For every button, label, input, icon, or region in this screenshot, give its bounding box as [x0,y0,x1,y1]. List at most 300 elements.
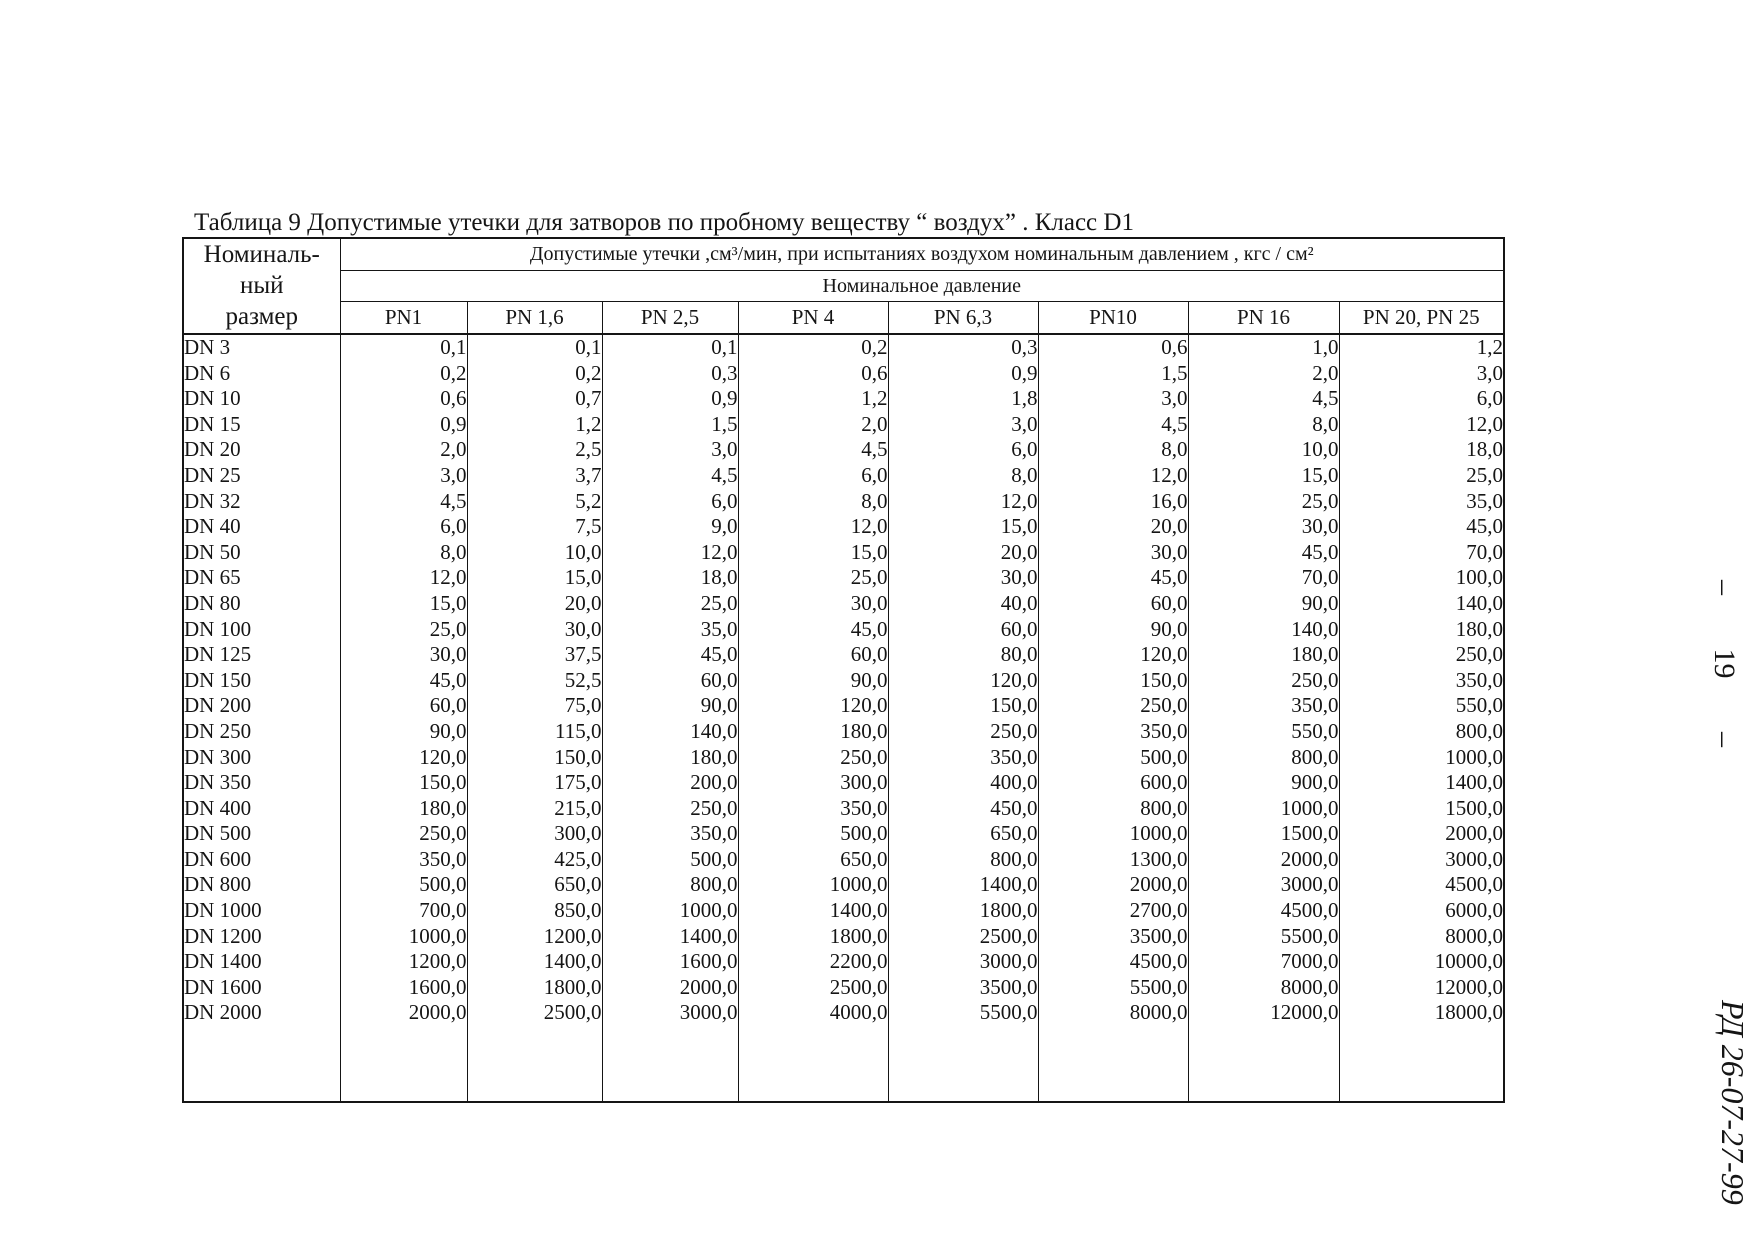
leakage-table [182,237,1505,1103]
leakage-value-cell: 45,0 [340,668,467,694]
pressure-column-header: PN 1,6 [467,302,602,335]
leakage-value-cell: 1200,0 [340,949,467,975]
leakage-value-cell: 350,0 [1038,719,1188,745]
table-row [183,361,1504,387]
leakage-value-cell: 4000,0 [738,1000,888,1026]
leakage-value-cell: 4,5 [1188,386,1339,412]
leakage-value-cell: 1000,0 [1188,796,1339,822]
leakage-value-cell: 180,0 [738,719,888,745]
leakage-value-cell: 60,0 [738,642,888,668]
leakage-value-cell: 2200,0 [738,949,888,975]
leakage-value-cell: 12,0 [340,565,467,591]
leakage-value-cell: 175,0 [467,770,602,796]
leakage-value-cell: 4,5 [738,437,888,463]
nominal-size-cell: DN 6 [183,361,340,387]
leakage-value-cell: 35,0 [1339,489,1504,515]
nominal-size-cell: DN 150 [183,668,340,694]
leakage-value-cell: 1,5 [1038,361,1188,387]
leakage-value-cell: 800,0 [888,847,1038,873]
leakage-value-cell: 3,0 [1038,386,1188,412]
leakage-value-cell: 15,0 [340,591,467,617]
leakage-value-cell: 30,0 [888,565,1038,591]
leakage-value-cell: 200,0 [602,770,738,796]
leakage-value-cell: 4,5 [340,489,467,515]
empty-cell [888,1026,1038,1102]
leakage-value-cell: 800,0 [1188,745,1339,771]
nominal-size-cell: DN 10 [183,386,340,412]
nominal-size-cell: DN 3 [183,334,340,361]
leakage-value-cell: 115,0 [467,719,602,745]
leakage-value-cell: 350,0 [1188,693,1339,719]
leakage-value-cell: 800,0 [602,872,738,898]
leakage-value-cell: 1,8 [888,386,1038,412]
table-row [183,821,1504,847]
leakage-value-cell: 600,0 [1038,770,1188,796]
table-row [183,591,1504,617]
table-row [183,514,1504,540]
leakage-value-cell: 6,0 [340,514,467,540]
leakage-value-cell: 8,0 [1188,412,1339,438]
table-row [183,463,1504,489]
leakage-value-cell: 5500,0 [888,1000,1038,1026]
leakage-value-cell: 30,0 [1188,514,1339,540]
leakage-value-cell: 4500,0 [1339,872,1504,898]
nominal-size-cell: DN 800 [183,872,340,898]
table-row [183,565,1504,591]
leakage-value-cell: 250,0 [602,796,738,822]
leakage-value-cell: 0,2 [738,334,888,361]
pressure-column-header: PN 20, PN 25 [1339,302,1504,335]
table-header [183,238,1504,334]
leakage-value-cell: 12,0 [602,540,738,566]
table-body [183,334,1504,1026]
leakage-value-cell: 2000,0 [602,975,738,1001]
leakage-value-cell: 1000,0 [1038,821,1188,847]
leakage-value-cell: 3000,0 [1339,847,1504,873]
leakage-value-cell: 1800,0 [738,924,888,950]
leakage-value-cell: 60,0 [602,668,738,694]
leakage-value-cell: 2,0 [1188,361,1339,387]
leakage-value-cell: 425,0 [467,847,602,873]
leakage-value-cell: 4,5 [1038,412,1188,438]
leakage-value-cell: 215,0 [467,796,602,822]
nominal-size-cell: DN 65 [183,565,340,591]
leakage-value-cell: 15,0 [738,540,888,566]
leakage-value-cell: 16,0 [1038,489,1188,515]
leakage-value-cell: 12000,0 [1188,1000,1339,1026]
leakage-value-cell: 7,5 [467,514,602,540]
leakage-value-cell: 20,0 [467,591,602,617]
nominal-size-cell: DN 500 [183,821,340,847]
leakage-value-cell: 350,0 [340,847,467,873]
nominal-size-cell: DN 80 [183,591,340,617]
leakage-value-cell: 1400,0 [888,872,1038,898]
leakage-value-cell: 60,0 [340,693,467,719]
leakage-value-cell: 18,0 [602,565,738,591]
leakage-value-cell: 90,0 [602,693,738,719]
leakage-value-cell: 10,0 [467,540,602,566]
table-row [183,540,1504,566]
leakage-value-cell: 3,0 [888,412,1038,438]
nominal-size-cell: DN 250 [183,719,340,745]
pressure-column-header: PN 6,3 [888,302,1038,335]
leakage-value-cell: 2000,0 [1188,847,1339,873]
leakage-value-cell: 25,0 [602,591,738,617]
leakage-value-cell: 550,0 [1339,693,1504,719]
leakage-value-cell: 15,0 [1188,463,1339,489]
leakage-value-cell: 250,0 [888,719,1038,745]
nominal-size-header-line: Номиналь- [203,241,320,268]
table-row [183,412,1504,438]
leakage-value-cell: 140,0 [602,719,738,745]
leakage-value-cell: 120,0 [340,745,467,771]
leakage-value-cell: 5,2 [467,489,602,515]
leakage-value-cell: 1800,0 [888,898,1038,924]
leakage-value-cell: 70,0 [1188,565,1339,591]
header-row-leakage [183,238,1504,271]
table-row [183,693,1504,719]
leakage-value-cell: 140,0 [1339,591,1504,617]
leakage-value-cell: 8,0 [888,463,1038,489]
pressure-column-header: PN 16 [1188,302,1339,335]
leakage-value-cell: 900,0 [1188,770,1339,796]
leakage-value-cell: 0,6 [738,361,888,387]
leakage-value-cell: 30,0 [1038,540,1188,566]
leakage-value-cell: 45,0 [602,642,738,668]
leakage-value-cell: 0,9 [602,386,738,412]
leakage-value-cell: 800,0 [1339,719,1504,745]
leakage-value-cell: 1600,0 [602,949,738,975]
leakage-value-cell: 1400,0 [1339,770,1504,796]
nominal-size-cell: DN 1200 [183,924,340,950]
leakage-value-cell: 550,0 [1188,719,1339,745]
leakage-value-cell: 180,0 [1339,617,1504,643]
nominal-size-cell: DN 20 [183,437,340,463]
leakage-value-cell: 1000,0 [340,924,467,950]
leakage-value-cell: 2000,0 [1339,821,1504,847]
nominal-size-cell: DN 200 [183,693,340,719]
leakage-value-cell: 1300,0 [1038,847,1188,873]
leakage-value-cell: 2000,0 [1038,872,1188,898]
leakage-value-cell: 90,0 [738,668,888,694]
leakage-value-cell: 1000,0 [602,898,738,924]
leakage-value-cell: 0,3 [888,334,1038,361]
empty-cell [602,1026,738,1102]
leakage-value-cell: 650,0 [738,847,888,873]
nominal-size-cell: DN 400 [183,796,340,822]
leakage-value-cell: 6,0 [738,463,888,489]
leakage-value-cell: 25,0 [738,565,888,591]
leakage-value-cell: 1,2 [1339,334,1504,361]
document-code: РД 26-07-27-99 [1715,1000,1751,1205]
leakage-value-cell: 700,0 [340,898,467,924]
leakage-value-cell: 0,6 [340,386,467,412]
leakage-value-cell: 10000,0 [1339,949,1504,975]
leakage-value-cell: 0,2 [340,361,467,387]
header-row-pn [183,302,1504,335]
leakage-value-cell: 45,0 [1038,565,1188,591]
nominal-size-cell: DN 40 [183,514,340,540]
leakage-value-cell: 180,0 [602,745,738,771]
leakage-value-cell: 0,9 [888,361,1038,387]
leakage-value-cell: 1500,0 [1188,821,1339,847]
leakage-value-cell: 8000,0 [1038,1000,1188,1026]
leakage-value-cell: 350,0 [738,796,888,822]
leakage-value-cell: 850,0 [467,898,602,924]
nominal-size-cell: DN 125 [183,642,340,668]
leakage-value-cell: 2,0 [738,412,888,438]
empty-cell [183,1026,340,1102]
leakage-value-cell: 1600,0 [340,975,467,1001]
leakage-value-cell: 45,0 [1339,514,1504,540]
leakage-value-cell: 20,0 [888,540,1038,566]
leakage-value-cell: 9,0 [602,514,738,540]
leakage-value-cell: 90,0 [1038,617,1188,643]
leakage-value-cell: 75,0 [467,693,602,719]
leakage-value-cell: 350,0 [1339,668,1504,694]
empty-cell [738,1026,888,1102]
leakage-value-cell: 1200,0 [467,924,602,950]
leakage-value-cell: 8000,0 [1339,924,1504,950]
table-row [183,949,1504,975]
leakage-value-cell: 2000,0 [340,1000,467,1026]
table-row [183,975,1504,1001]
leakage-value-cell: 90,0 [1188,591,1339,617]
table-row [183,719,1504,745]
table-row [183,796,1504,822]
table-filler [183,1026,1504,1102]
table-row [183,898,1504,924]
leakage-value-cell: 10,0 [1188,437,1339,463]
leakage-value-cell: 4500,0 [1188,898,1339,924]
nominal-size-cell: DN 1600 [183,975,340,1001]
leakage-value-cell: 35,0 [602,617,738,643]
pressure-column-header: PN 4 [738,302,888,335]
nominal-size-header [183,238,340,334]
pressure-column-header: PN1 [340,302,467,335]
leakage-value-cell: 25,0 [1188,489,1339,515]
leakage-value-cell: 400,0 [888,770,1038,796]
leakage-value-cell: 150,0 [340,770,467,796]
leakage-value-cell: 20,0 [1038,514,1188,540]
header-row-pressure [183,271,1504,302]
leakage-value-cell: 6000,0 [1339,898,1504,924]
leakage-value-cell: 0,7 [467,386,602,412]
nominal-size-cell: DN 350 [183,770,340,796]
leakage-value-cell: 0,1 [602,334,738,361]
leakage-value-cell: 3000,0 [1188,872,1339,898]
leakage-value-cell: 1400,0 [467,949,602,975]
table-caption: Таблица 9 Допустимые утечки для затворов по пробному веществу “ воздух” . Класс D1 [194,209,1134,236]
table-row [183,745,1504,771]
leakage-value-cell: 30,0 [467,617,602,643]
leakage-value-cell: 180,0 [340,796,467,822]
table-row [183,386,1504,412]
leakage-value-cell: 12,0 [738,514,888,540]
leakage-value-cell: 1000,0 [1339,745,1504,771]
nominal-size-cell: DN 300 [183,745,340,771]
table-row [183,668,1504,694]
leakage-value-cell: 300,0 [738,770,888,796]
leakage-value-cell: 25,0 [340,617,467,643]
leakage-value-cell: 0,1 [340,334,467,361]
leakage-value-cell: 150,0 [888,693,1038,719]
nominal-size-cell: DN 50 [183,540,340,566]
empty-cell [1339,1026,1504,1102]
leakage-value-cell: 350,0 [888,745,1038,771]
leakage-value-cell: 1400,0 [602,924,738,950]
table-row [183,617,1504,643]
leakage-value-cell: 8000,0 [1188,975,1339,1001]
leakage-value-cell: 40,0 [888,591,1038,617]
nominal-size-cell: DN 25 [183,463,340,489]
nominal-size-header-line: ный [239,272,284,299]
table-row [183,872,1504,898]
table-row [183,847,1504,873]
table-row [183,334,1504,361]
leakage-value-cell: 1800,0 [467,975,602,1001]
leakage-value-cell: 3500,0 [1038,924,1188,950]
leakage-value-cell: 800,0 [1038,796,1188,822]
pressure-column-header: PN 2,5 [602,302,738,335]
leakage-value-cell: 1,2 [467,412,602,438]
table-row [183,1000,1504,1026]
leakage-value-cell: 650,0 [467,872,602,898]
leakage-value-cell: 8,0 [340,540,467,566]
leakage-value-cell: 2500,0 [888,924,1038,950]
leakage-value-cell: 45,0 [1188,540,1339,566]
leakage-value-cell: 37,5 [467,642,602,668]
page-number: – 19 – [1708,580,1741,747]
nominal-size-cell: DN 1000 [183,898,340,924]
leakage-value-cell: 0,3 [602,361,738,387]
leakage-value-cell: 3000,0 [888,949,1038,975]
leakage-value-cell: 120,0 [1038,642,1188,668]
leakage-value-cell: 8,0 [1038,437,1188,463]
leakage-value-cell: 120,0 [888,668,1038,694]
leakage-value-cell: 250,0 [1188,668,1339,694]
leakage-value-cell: 0,9 [340,412,467,438]
leakage-value-cell: 6,0 [602,489,738,515]
leakage-value-cell: 500,0 [340,872,467,898]
leakage-value-cell: 2500,0 [467,1000,602,1026]
leakage-value-cell: 3,0 [1339,361,1504,387]
nominal-size-cell: DN 600 [183,847,340,873]
leakage-value-cell: 6,0 [1339,386,1504,412]
leakage-value-cell: 140,0 [1188,617,1339,643]
leakage-value-cell: 250,0 [738,745,888,771]
leakage-value-cell: 1,2 [738,386,888,412]
leakage-value-cell: 250,0 [340,821,467,847]
leakage-value-cell: 15,0 [467,565,602,591]
table-row [183,924,1504,950]
leakage-header: Допустимые утечки ,см³/мин, при испытаниях воздухом номинальным давлением , кгс / см² [340,238,1504,271]
leakage-value-cell: 500,0 [602,847,738,873]
leakage-value-cell: 80,0 [888,642,1038,668]
leakage-value-cell: 100,0 [1339,565,1504,591]
leakage-value-cell: 18000,0 [1339,1000,1504,1026]
leakage-value-cell: 0,6 [1038,334,1188,361]
leakage-value-cell: 12,0 [1038,463,1188,489]
nominal-size-cell: DN 15 [183,412,340,438]
leakage-value-cell: 150,0 [467,745,602,771]
leakage-value-cell: 30,0 [340,642,467,668]
leakage-value-cell: 25,0 [1339,463,1504,489]
leakage-value-cell: 3000,0 [602,1000,738,1026]
leakage-value-cell: 70,0 [1339,540,1504,566]
leakage-value-cell: 2700,0 [1038,898,1188,924]
leakage-value-cell: 250,0 [1339,642,1504,668]
nominal-pressure-header: Номинальное давление [340,271,1504,302]
leakage-value-cell: 5500,0 [1038,975,1188,1001]
nominal-size-cell: DN 100 [183,617,340,643]
leakage-value-cell: 2,5 [467,437,602,463]
leakage-value-cell: 52,5 [467,668,602,694]
leakage-value-cell: 2,0 [340,437,467,463]
table-row [183,489,1504,515]
leakage-value-cell: 6,0 [888,437,1038,463]
leakage-value-cell: 30,0 [738,591,888,617]
leakage-value-cell: 180,0 [1188,642,1339,668]
leakage-value-cell: 1000,0 [738,872,888,898]
empty-cell [1038,1026,1188,1102]
leakage-value-cell: 1500,0 [1339,796,1504,822]
leakage-value-cell: 500,0 [738,821,888,847]
leakage-value-cell: 0,2 [467,361,602,387]
leakage-value-cell: 1,0 [1188,334,1339,361]
leakage-value-cell: 45,0 [738,617,888,643]
leakage-value-cell: 120,0 [738,693,888,719]
leakage-value-cell: 2500,0 [738,975,888,1001]
leakage-value-cell: 300,0 [467,821,602,847]
leakage-value-cell: 8,0 [738,489,888,515]
leakage-value-cell: 60,0 [888,617,1038,643]
nominal-size-header-line: размер [225,303,299,330]
leakage-value-cell: 1,5 [602,412,738,438]
table-row [183,770,1504,796]
leakage-value-cell: 5500,0 [1188,924,1339,950]
empty-row [183,1026,1504,1102]
nominal-size-cell: DN 32 [183,489,340,515]
nominal-size-cell: DN 2000 [183,1000,340,1026]
leakage-value-cell: 650,0 [888,821,1038,847]
table-row [183,437,1504,463]
leakage-value-cell: 3,7 [467,463,602,489]
leakage-value-cell: 0,1 [467,334,602,361]
leakage-value-cell: 350,0 [602,821,738,847]
pressure-column-header: PN10 [1038,302,1188,335]
leakage-value-cell: 3,0 [602,437,738,463]
leakage-value-cell: 12,0 [888,489,1038,515]
empty-cell [340,1026,467,1102]
leakage-value-cell: 450,0 [888,796,1038,822]
leakage-value-cell: 3,0 [340,463,467,489]
leakage-value-cell: 7000,0 [1188,949,1339,975]
empty-cell [1188,1026,1339,1102]
leakage-value-cell: 150,0 [1038,668,1188,694]
leakage-value-cell: 15,0 [888,514,1038,540]
leakage-value-cell: 4,5 [602,463,738,489]
leakage-value-cell: 1400,0 [738,898,888,924]
leakage-value-cell: 4500,0 [1038,949,1188,975]
leakage-value-cell: 500,0 [1038,745,1188,771]
leakage-value-cell: 18,0 [1339,437,1504,463]
nominal-size-cell: DN 1400 [183,949,340,975]
leakage-value-cell: 12,0 [1339,412,1504,438]
table-row [183,642,1504,668]
leakage-value-cell: 3500,0 [888,975,1038,1001]
leakage-value-cell: 60,0 [1038,591,1188,617]
